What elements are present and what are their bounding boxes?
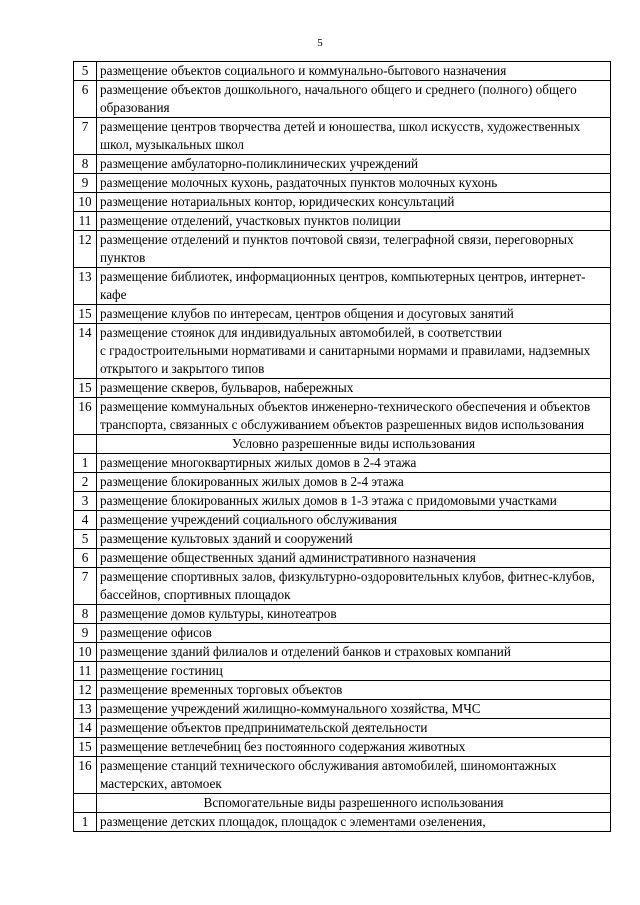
row-text: размещение учреждений жилищно-коммунального хозяйства, МЧС (97, 700, 611, 719)
row-number: 7 (74, 568, 97, 605)
row-number: 14 (74, 719, 97, 738)
row-text: размещение центров творчества детей и юношества, школ искусств, художественных школ, музыкальных школ (97, 118, 611, 155)
row-number: 13 (74, 700, 97, 719)
table-row (74, 212, 611, 231)
table-row (74, 62, 611, 81)
table-row (74, 193, 611, 212)
row-number: 1 (74, 813, 97, 832)
row-text: размещение блокированных жилых домов в 2-4 этажа (97, 473, 611, 492)
table-row (74, 268, 611, 305)
table-row (74, 719, 611, 738)
section-header-row (74, 794, 611, 813)
row-number: 12 (74, 681, 97, 700)
row-number: 8 (74, 605, 97, 624)
row-text: размещение клубов по интересам, центров общения и досуговых занятий (97, 305, 611, 324)
row-text: размещение объектов предпринимательской деятельности (97, 719, 611, 738)
row-number: 10 (74, 643, 97, 662)
row-number: 11 (74, 662, 97, 681)
row-number: 15 (74, 379, 97, 398)
row-text: размещение домов культуры, кинотеатров (97, 605, 611, 624)
table-row (74, 511, 611, 530)
section-heading-conditional: Условно разрешенные виды использования (97, 435, 611, 454)
row-number: 15 (74, 305, 97, 324)
row-number: 6 (74, 81, 97, 118)
row-number: 6 (74, 549, 97, 568)
row-number: 9 (74, 174, 97, 193)
row-number: 11 (74, 212, 97, 231)
row-text: размещение детских площадок, площадок с элементами озеленения, (97, 813, 611, 832)
table-row (74, 681, 611, 700)
permitted-uses-table (73, 61, 611, 832)
row-number: 3 (74, 492, 97, 511)
row-number: 14 (74, 324, 97, 379)
table-row (74, 624, 611, 643)
table-row (74, 473, 611, 492)
section-number-cell (74, 435, 97, 454)
table-row (74, 231, 611, 268)
row-number: 4 (74, 511, 97, 530)
table-row (74, 398, 611, 435)
section-heading-auxiliary: Вспомогательные виды разрешенного использования (97, 794, 611, 813)
table-row (74, 530, 611, 549)
table-row (74, 492, 611, 511)
row-text-line: размещение стоянок для индивидуальных автомобилей, в соответствии (100, 325, 502, 340)
row-text: размещение культовых зданий и сооружений (97, 530, 611, 549)
table-row (74, 757, 611, 794)
row-number: 9 (74, 624, 97, 643)
table-row (74, 643, 611, 662)
table-row (74, 174, 611, 193)
row-text: размещение многоквартирных жилых домов в 2-4 этажа (97, 454, 611, 473)
table-row (74, 454, 611, 473)
row-text: размещение общественных зданий административного назначения (97, 549, 611, 568)
row-text: размещение библиотек, информационных центров, компьютерных центров, интернет-кафе (97, 268, 611, 305)
row-text: размещение отделений, участковых пунктов полиции (97, 212, 611, 231)
row-number: 5 (74, 530, 97, 549)
section-number-cell (74, 794, 97, 813)
row-text: размещение объектов социального и коммунально-бытового назначения (97, 62, 611, 81)
table-row (74, 700, 611, 719)
row-text: размещение блокированных жилых домов в 1-3 этажа с придомовыми участками (97, 492, 611, 511)
table-row (74, 379, 611, 398)
row-text-line: с градостроительными нормативами и санитарными нормами и правилами, надземных открытого и закрытого типов (100, 343, 591, 376)
row-number: 2 (74, 473, 97, 492)
row-text: размещение ветлечебниц без постоянного содержания животных (97, 738, 611, 757)
table-row (74, 324, 611, 379)
row-text: размещение временных торговых объектов (97, 681, 611, 700)
table-row (74, 738, 611, 757)
row-text: размещение отделений и пунктов почтовой связи, телеграфной связи, переговорных пунктов (97, 231, 611, 268)
row-text: размещение станций технического обслуживания автомобилей, шиномонтажных мастерских, автомоек (97, 757, 611, 794)
row-number: 5 (74, 62, 97, 81)
row-text: размещение коммунальных объектов инженерно-технического обеспечения и объектов транспорта, связанных с обслуживанием объектов разрешенных видов использования (97, 398, 611, 435)
table-row (74, 813, 611, 832)
section-header-row (74, 435, 611, 454)
row-text: размещение офисов (97, 624, 611, 643)
row-text (97, 324, 611, 379)
row-text: размещение амбулаторно-поликлинических учреждений (97, 155, 611, 174)
table-row (74, 118, 611, 155)
row-text: размещение молочных кухонь, раздаточных пунктов молочных кухонь (97, 174, 611, 193)
table-row (74, 605, 611, 624)
row-text: размещение гостиниц (97, 662, 611, 681)
row-number: 8 (74, 155, 97, 174)
row-text: размещение зданий филиалов и отделений банков и страховых компаний (97, 643, 611, 662)
page-number: 5 (317, 37, 323, 49)
row-text: размещение объектов дошкольного, начального общего и среднего (полного) общего образования (97, 81, 611, 118)
table-row (74, 155, 611, 174)
row-number: 10 (74, 193, 97, 212)
row-text: размещение учреждений социального обслуживания (97, 511, 611, 530)
table-row (74, 549, 611, 568)
row-number: 13 (74, 268, 97, 305)
table-row (74, 662, 611, 681)
row-text: размещение скверов, бульваров, набережных (97, 379, 611, 398)
table-row (74, 568, 611, 605)
row-text: размещение спортивных залов, физкультурно-оздоровительных клубов, фитнес-клубов, бассейнов, спортивных площадок (97, 568, 611, 605)
row-text: размещение нотариальных контор, юридических консультаций (97, 193, 611, 212)
row-number: 16 (74, 398, 97, 435)
row-number: 12 (74, 231, 97, 268)
table-row (74, 305, 611, 324)
row-number: 16 (74, 757, 97, 794)
row-number: 1 (74, 454, 97, 473)
row-number: 7 (74, 118, 97, 155)
row-number: 15 (74, 738, 97, 757)
table-row (74, 81, 611, 118)
